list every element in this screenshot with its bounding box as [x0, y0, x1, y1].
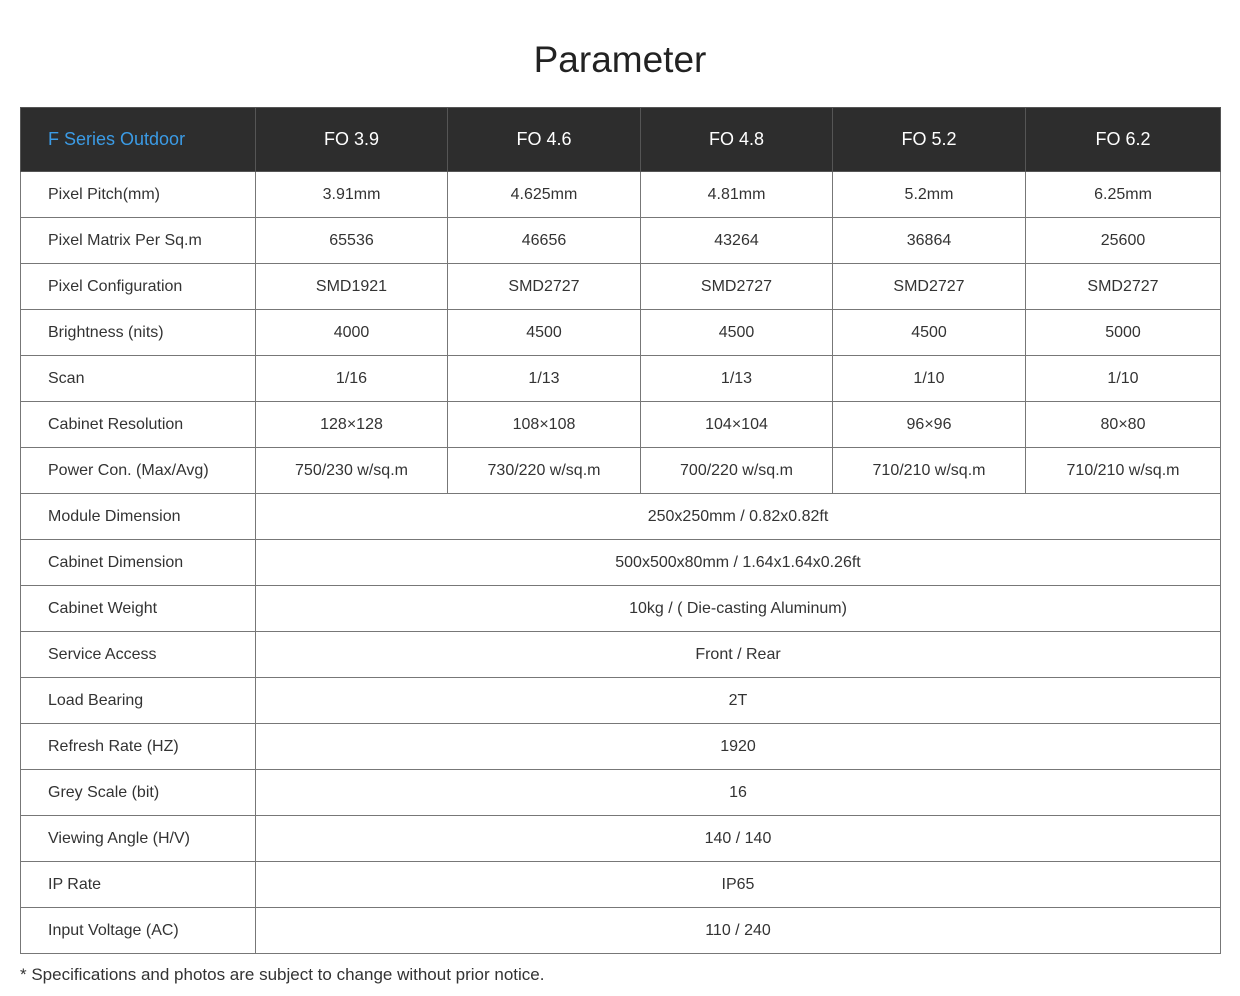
model-header: FO 4.6 [448, 108, 641, 172]
model-header: FO 4.8 [641, 108, 833, 172]
table-row [21, 310, 1221, 356]
row-label: Service Access [21, 632, 256, 678]
row-label: Pixel Pitch(mm) [21, 172, 256, 218]
row-label: Pixel Matrix Per Sq.m [21, 218, 256, 264]
table-row [21, 908, 1221, 954]
spec-value: 710/210 w/sq.m [833, 448, 1026, 494]
footnote: * Specifications and photos are subject to change without prior notice. [20, 965, 545, 984]
spec-value: 730/220 w/sq.m [448, 448, 641, 494]
table-row [21, 172, 1221, 218]
header-row [21, 108, 1221, 172]
table-row [21, 264, 1221, 310]
spec-value: SMD2727 [641, 264, 833, 310]
spec-value: 1920 [256, 724, 1221, 770]
table-row [21, 402, 1221, 448]
table-row [21, 494, 1221, 540]
row-label: Load Bearing [21, 678, 256, 724]
spec-value: 710/210 w/sq.m [1026, 448, 1221, 494]
row-label: Cabinet Weight [21, 586, 256, 632]
table-row [21, 356, 1221, 402]
row-label: IP Rate [21, 862, 256, 908]
spec-value: 5000 [1026, 310, 1221, 356]
model-header: FO 3.9 [256, 108, 448, 172]
model-header: FO 5.2 [833, 108, 1026, 172]
spec-value: 108×108 [448, 402, 641, 448]
spec-value: 36864 [833, 218, 1026, 264]
row-label: Pixel Configuration [21, 264, 256, 310]
spec-value: 1/13 [641, 356, 833, 402]
spec-value: 65536 [256, 218, 448, 264]
spec-value: 140 / 140 [256, 816, 1221, 862]
spec-value: 46656 [448, 218, 641, 264]
spec-value: 4500 [833, 310, 1026, 356]
table-row [21, 448, 1221, 494]
table-row [21, 540, 1221, 586]
spec-value: 110 / 240 [256, 908, 1221, 954]
spec-value: 104×104 [641, 402, 833, 448]
spec-value: IP65 [256, 862, 1221, 908]
spec-value: 43264 [641, 218, 833, 264]
spec-value: 25600 [1026, 218, 1221, 264]
spec-value: SMD2727 [1026, 264, 1221, 310]
spec-value: 16 [256, 770, 1221, 816]
row-label: Refresh Rate (HZ) [21, 724, 256, 770]
table-row [21, 816, 1221, 862]
spec-value: 4500 [641, 310, 833, 356]
spec-table [20, 107, 1221, 954]
spec-value: 6.25mm [1026, 172, 1221, 218]
table-row [21, 724, 1221, 770]
table-row [21, 218, 1221, 264]
spec-value: 1/13 [448, 356, 641, 402]
table-row [21, 770, 1221, 816]
page-title: Parameter [533, 39, 707, 80]
spec-value: 1/10 [1026, 356, 1221, 402]
series-label: F Series Outdoor [21, 108, 256, 172]
row-label: Cabinet Dimension [21, 540, 256, 586]
row-label: Power Con. (Max/Avg) [21, 448, 256, 494]
spec-value: SMD1921 [256, 264, 448, 310]
spec-value: 128×128 [256, 402, 448, 448]
row-label: Scan [21, 356, 256, 402]
spec-value: 1/16 [256, 356, 448, 402]
table-row [21, 862, 1221, 908]
table-row [21, 632, 1221, 678]
spec-value: 5.2mm [833, 172, 1026, 218]
spec-value: 2T [256, 678, 1221, 724]
row-label: Module Dimension [21, 494, 256, 540]
spec-value: SMD2727 [833, 264, 1026, 310]
spec-value: 96×96 [833, 402, 1026, 448]
spec-value: 4000 [256, 310, 448, 356]
spec-value: Front / Rear [256, 632, 1221, 678]
spec-value: 700/220 w/sq.m [641, 448, 833, 494]
spec-value: 250x250mm / 0.82x0.82ft [256, 494, 1221, 540]
spec-value: 4.625mm [448, 172, 641, 218]
spec-value: 4500 [448, 310, 641, 356]
spec-value: 1/10 [833, 356, 1026, 402]
spec-value: SMD2727 [448, 264, 641, 310]
model-header: FO 6.2 [1026, 108, 1221, 172]
spec-value: 4.81mm [641, 172, 833, 218]
spec-value: 80×80 [1026, 402, 1221, 448]
table-row [21, 678, 1221, 724]
spec-value: 500x500x80mm / 1.64x1.64x0.26ft [256, 540, 1221, 586]
row-label: Cabinet Resolution [21, 402, 256, 448]
spec-value: 3.91mm [256, 172, 448, 218]
row-label: Viewing Angle (H/V) [21, 816, 256, 862]
spec-value: 750/230 w/sq.m [256, 448, 448, 494]
row-label: Grey Scale (bit) [21, 770, 256, 816]
row-label: Brightness (nits) [21, 310, 256, 356]
row-label: Input Voltage (AC) [21, 908, 256, 954]
spec-value: 10kg / ( Die-casting Aluminum) [256, 586, 1221, 632]
table-row [21, 586, 1221, 632]
